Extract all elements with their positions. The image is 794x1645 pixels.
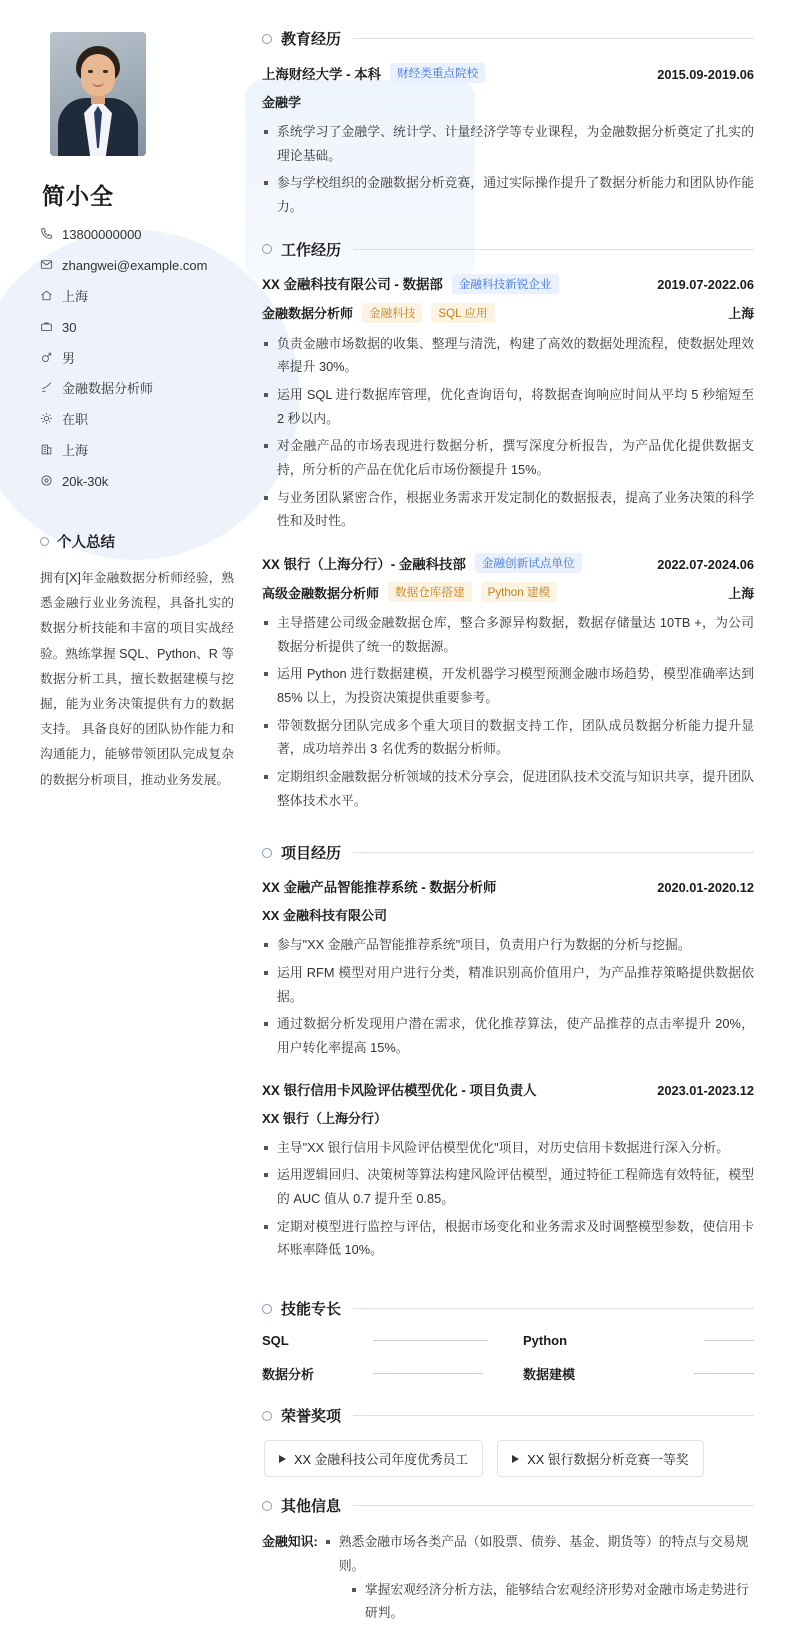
list-item: 运用逻辑回归、决策树等算法构建风险评估模型，通过特征工程筛选有效特征，模型的 AUC 值从 0.7 提升至 0.85。 <box>262 1163 754 1210</box>
work-city: 上海 <box>728 306 754 322</box>
other-content <box>262 1530 754 1625</box>
list-item: 系统学习了金融学、统计学、计量经济学等专业课程，为金融数据分析奠定了扎实的理论基础。 <box>262 120 754 167</box>
skills-heading <box>262 1298 754 1319</box>
work-item <box>262 553 754 812</box>
list-item: 负责金融市场数据的收集、整理与清洗，构建了高效的数据处理流程，使数据处理效率提升 30%。 <box>262 332 754 379</box>
contact-value: 在职 <box>62 412 89 428</box>
contact-list <box>40 227 234 491</box>
skill-level-bar <box>634 1371 754 1377</box>
work-date: 2019.07-2022.06 <box>657 277 754 293</box>
skill-item <box>523 1364 754 1383</box>
circle-bullet-icon <box>262 1501 272 1511</box>
skill-item <box>262 1333 493 1348</box>
briefcase-icon <box>40 320 62 333</box>
project-bullets <box>262 1136 754 1262</box>
work-company: XX 银行（上海分行）- 金融科技部 <box>262 556 466 572</box>
summary-text: 拥有[X]年金融数据分析师经验，熟悉金融行业业务流程，具备扎实的数据分析技能和丰富的项目实战经验。熟练掌握 SQL、Python、R 等数据分析工具，擅长数据建模与挖掘，能为业务决策提供有力的数据支持。 具备良好的团队协作能力和沟通能力，能够带领团队完成复杂的数据分析项目，推动业务发展。 <box>40 571 234 787</box>
contact-work-city <box>40 443 234 460</box>
project-item <box>262 1080 754 1262</box>
home-icon <box>40 289 62 302</box>
salary-icon <box>40 474 62 487</box>
work-item <box>262 274 754 533</box>
work-heading <box>262 239 754 260</box>
honor-item[interactable] <box>264 1440 483 1477</box>
honor-item[interactable] <box>497 1440 703 1477</box>
skill-name: 数据分析 <box>262 1367 315 1383</box>
honors-list <box>264 1440 754 1477</box>
section-work <box>262 239 754 813</box>
circle-bullet-icon <box>262 848 272 858</box>
work-tag: 金融创新试点单位 <box>475 553 582 573</box>
list-item: 带领数据分团队完成多个重大项目的数据支持工作，团队成员数据分析能力提升显著，成功培养出 3 名优秀的数据分析师。 <box>262 714 754 761</box>
contact-value: 20k-30k <box>62 474 109 490</box>
list-item: 运用 RFM 模型对用户进行分类，精准识别高价值用户，为产品推荐策略提供数据依据。 <box>262 961 754 1008</box>
target-icon <box>40 381 62 394</box>
contact-value: 金融数据分析师 <box>62 381 154 397</box>
other-label: 金融知识: <box>262 1534 318 1550</box>
work-role-tag: 金融科技 <box>362 303 422 323</box>
contact-email <box>40 258 234 275</box>
list-item: 与业务团队紧密合作，根据业务需求开发定制化的数据报表，提高了业务决策的科学性和及时性。 <box>262 486 754 533</box>
project-date: 2020.01-2020.12 <box>657 880 754 896</box>
project-bullets <box>262 933 754 1059</box>
contact-value: 13800000000 <box>62 227 142 242</box>
skill-item <box>523 1333 754 1348</box>
honor-label: XX 银行数据分析竞赛一等奖 <box>527 1452 689 1468</box>
contact-target-role <box>40 381 234 398</box>
contact-gender <box>40 351 234 368</box>
contact-status <box>40 412 234 429</box>
education-heading <box>262 28 754 49</box>
list-item: 参与"XX 金融产品智能推荐系统"项目，负责用户行为数据的分析与挖掘。 <box>262 933 754 957</box>
work-bullets <box>262 611 754 812</box>
list-item: 运用 SQL 进行数据库管理，优化查询语句，将数据查询响应时间从平均 5 秒缩短至 2 秒以内。 <box>262 383 754 430</box>
projects-heading <box>262 842 754 863</box>
summary-heading <box>40 531 234 552</box>
projects-title: 项目经历 <box>281 845 342 863</box>
divider <box>353 249 754 250</box>
project-item <box>262 877 754 1059</box>
education-item <box>262 63 754 219</box>
main-content <box>252 28 754 1625</box>
project-org: XX 金融科技有限公司 <box>262 908 387 924</box>
honors-heading <box>262 1405 754 1426</box>
work-role: 高级金融数据分析师 <box>262 585 380 601</box>
work-role-tag: SQL 应用 <box>431 303 494 323</box>
sidebar <box>40 28 252 1625</box>
contact-value: 男 <box>62 350 76 366</box>
summary-section <box>40 531 234 793</box>
contact-value: 上海 <box>62 288 89 304</box>
honor-label: XX 金融科技公司年度优秀员工 <box>294 1452 469 1468</box>
list-item: 对金融产品的市场表现进行数据分析，撰写深度分析报告，为产品优化提供数据支持，所分析的产品在优化后市场份额提升 15%。 <box>262 434 754 481</box>
divider <box>353 1505 754 1506</box>
honors-title: 荣誉奖项 <box>281 1408 342 1426</box>
other-title: 其他信息 <box>281 1498 342 1516</box>
building-icon <box>40 443 62 456</box>
education-major: 金融学 <box>262 95 302 110</box>
summary-title: 个人总结 <box>57 535 115 552</box>
section-honors <box>262 1405 754 1477</box>
list-item: 主导"XX 银行信用卡风险评估模型优化"项目，对历史信用卡数据进行深入分析。 <box>262 1136 754 1160</box>
skills-grid <box>262 1333 754 1383</box>
gender-icon <box>40 351 62 364</box>
list-item: 运用 Python 进行数据建模，开发机器学习模型预测金融市场趋势，模型准确率达到 85% 以上，为投资决策提供重要参考。 <box>262 662 754 709</box>
list-item: 通过数据分析发现用户潜在需求，优化推荐算法，使产品推荐的点击率提升 20%，用户转化率提高 15%。 <box>262 1012 754 1059</box>
circle-bullet-icon <box>262 1304 272 1314</box>
circle-bullet-icon <box>262 1411 272 1421</box>
play-triangle-icon <box>512 1455 519 1463</box>
project-name: XX 银行信用卡风险评估模型优化 - 项目负责人 <box>262 1082 537 1098</box>
contact-salary <box>40 474 234 491</box>
education-bullets <box>262 120 754 219</box>
contact-phone <box>40 227 234 244</box>
circle-bullet-icon <box>40 537 49 546</box>
work-role-tag: Python 建模 <box>481 582 558 602</box>
contact-value: 上海 <box>62 443 89 459</box>
work-role: 金融数据分析师 <box>262 306 354 322</box>
skill-level-bar <box>373 1371 493 1377</box>
work-title: 工作经历 <box>281 241 342 259</box>
education-date: 2015.09-2019.06 <box>657 66 754 82</box>
education-tag: 财经类重点院校 <box>390 63 485 83</box>
mail-icon <box>40 258 62 271</box>
section-skills <box>262 1298 754 1383</box>
list-item: 定期对模型进行监控与评估，根据市场变化和业务需求及时调整模型参数，使信用卡坏账率降低 10%。 <box>262 1215 754 1262</box>
skill-level-bar <box>634 1338 754 1344</box>
section-education <box>262 28 754 219</box>
divider <box>353 1308 754 1309</box>
contact-value: zhangwei@example.com <box>62 257 208 273</box>
list-item: 参与学校组织的金融数据分析竞赛，通过实际操作提升了数据分析能力和团队协作能力。 <box>262 171 754 218</box>
work-role-tag: 数据仓库搭建 <box>388 582 472 602</box>
contact-age <box>40 320 234 337</box>
other-heading <box>262 1495 754 1516</box>
divider <box>353 38 754 39</box>
other-bullets <box>324 1530 754 1625</box>
project-name: XX 金融产品智能推荐系统 - 数据分析师 <box>262 880 497 896</box>
list-item: 主导搭建公司级金融数据仓库，整合多源异构数据，数据存储量达 10TB +，为公司数据分析提供了统一的数据源。 <box>262 611 754 658</box>
page-title: 简小全 <box>42 183 114 209</box>
circle-bullet-icon <box>262 34 272 44</box>
skills-title: 技能专长 <box>281 1301 342 1319</box>
skill-level-bar <box>373 1338 493 1344</box>
avatar <box>50 32 146 156</box>
divider <box>353 852 754 853</box>
skill-name: SQL <box>262 1333 289 1349</box>
list-item: 熟悉金融市场各类产品（如股票、债券、基金、期货等）的特点与交易规则。 <box>324 1530 754 1577</box>
section-projects <box>262 842 754 1262</box>
education-title: 教育经历 <box>281 31 342 48</box>
skill-item <box>262 1364 493 1383</box>
phone-icon <box>40 227 62 240</box>
project-date: 2023.01-2023.12 <box>657 1082 754 1098</box>
work-date: 2022.07-2024.06 <box>657 556 754 572</box>
status-icon <box>40 412 62 425</box>
work-company: XX 金融科技有限公司 - 数据部 <box>262 277 443 293</box>
skill-name: 数据建模 <box>523 1367 576 1383</box>
work-bullets <box>262 332 754 533</box>
play-triangle-icon <box>279 1455 286 1463</box>
contact-hometown <box>40 289 234 306</box>
list-item: 掌握宏观经济分析方法，能够结合宏观经济形势对金融市场走势进行研判。 <box>350 1578 754 1625</box>
education-school: 上海财经大学 - 本科 <box>262 66 382 82</box>
project-org: XX 银行（上海分行） <box>262 1110 387 1126</box>
contact-value: 30 <box>62 319 77 335</box>
work-city: 上海 <box>728 585 754 601</box>
list-item: 定期组织金融数据分析领域的技术分享会，促进团队技术交流与知识共享，提升团队整体技术水平。 <box>262 765 754 812</box>
circle-bullet-icon <box>262 244 272 254</box>
divider <box>353 1415 754 1416</box>
section-other-info <box>262 1495 754 1625</box>
skill-name: Python <box>523 1333 568 1349</box>
work-tag: 金融科技新锐企业 <box>452 274 559 294</box>
